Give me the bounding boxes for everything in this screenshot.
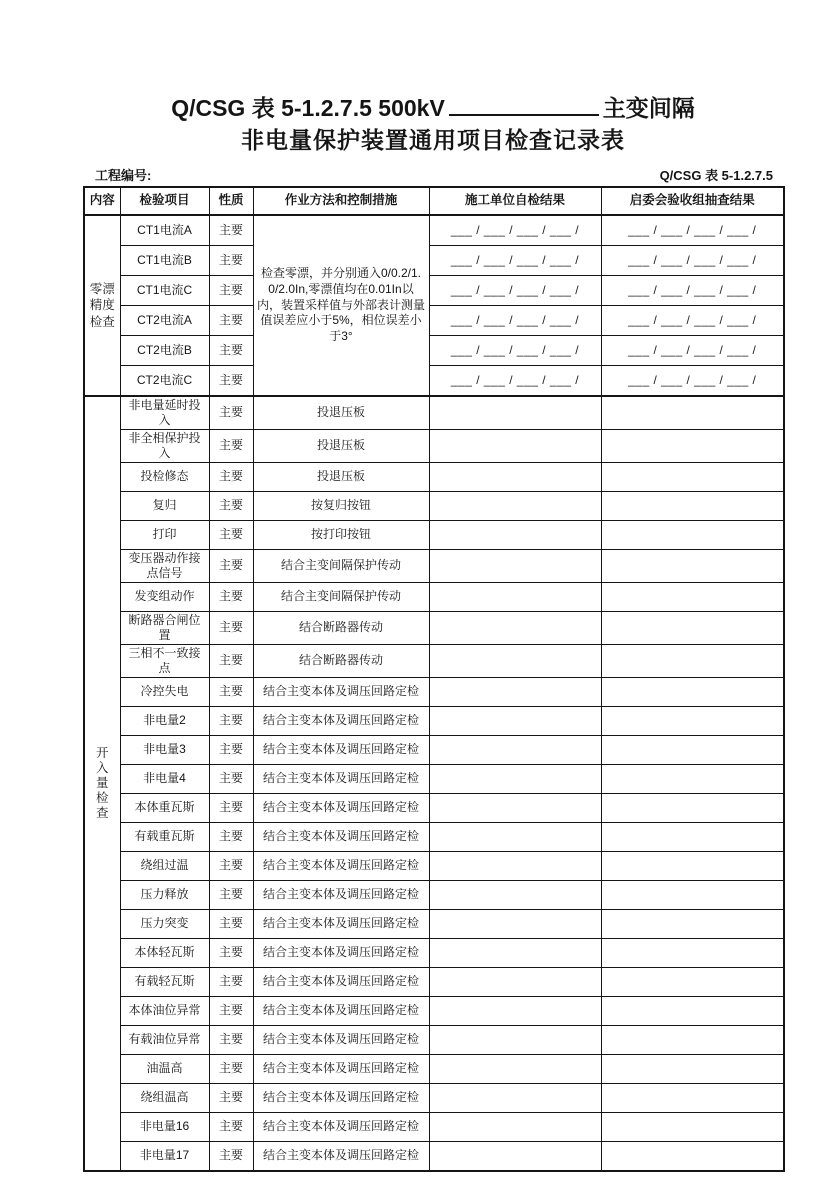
item-cell: CT1电流A [120, 215, 209, 246]
method-cell: 结合主变本体及调压回路定检 [253, 1025, 429, 1054]
section-label [84, 215, 120, 396]
method-cell: 结合主变本体及调压回路定检 [253, 880, 429, 909]
acceptance-result-cell: ___ / ___ / ___ / ___ / [601, 305, 784, 335]
nature-cell: 主要 [209, 851, 253, 880]
self-check-result-cell [429, 793, 601, 822]
self-check-result-cell [429, 967, 601, 996]
nature-cell: 主要 [209, 938, 253, 967]
method-cell: 结合主变本体及调压回路定检 [253, 1054, 429, 1083]
method-cell: 结合主变本体及调压回路定检 [253, 1083, 429, 1112]
col-header-self-check: 施工单位自检结果 [429, 187, 601, 215]
table-row [84, 215, 784, 246]
acceptance-result-cell [601, 611, 784, 644]
table-row [84, 1054, 784, 1083]
acceptance-result-cell [601, 429, 784, 462]
nature-cell: 主要 [209, 880, 253, 909]
acceptance-result-cell: ___ / ___ / ___ / ___ / [601, 335, 784, 365]
self-check-result-cell: ___ / ___ / ___ / ___ / [429, 335, 601, 365]
item-cell: 绕组温高 [120, 1083, 209, 1112]
method-cell: 结合主变本体及调压回路定检 [253, 764, 429, 793]
table-row [84, 429, 784, 462]
acceptance-result-cell [601, 1083, 784, 1112]
acceptance-result-cell [601, 396, 784, 430]
item-cell: 变压器动作接点信号 [120, 549, 209, 582]
item-cell: 有载油位异常 [120, 1025, 209, 1054]
nature-cell: 主要 [209, 365, 253, 396]
acceptance-result-cell [601, 582, 784, 611]
table-row [84, 305, 784, 335]
table-row [84, 1141, 784, 1171]
nature-cell: 主要 [209, 462, 253, 491]
self-check-result-cell [429, 491, 601, 520]
item-cell: 发变组动作 [120, 582, 209, 611]
self-check-result-cell [429, 1054, 601, 1083]
self-check-result-cell [429, 909, 601, 938]
self-check-result-cell [429, 1112, 601, 1141]
method-cell: 结合主变本体及调压回路定检 [253, 735, 429, 764]
nature-cell: 主要 [209, 822, 253, 851]
nature-cell: 主要 [209, 706, 253, 735]
method-cell: 结合主变本体及调压回路定检 [253, 1141, 429, 1171]
method-cell: 结合主变本体及调压回路定检 [253, 677, 429, 706]
table-row [84, 520, 784, 549]
method-cell: 结合主变本体及调压回路定检 [253, 938, 429, 967]
nature-cell: 主要 [209, 1112, 253, 1141]
nature-cell: 主要 [209, 335, 253, 365]
nature-cell: 主要 [209, 1141, 253, 1171]
item-cell: 非电量17 [120, 1141, 209, 1171]
self-check-result-cell [429, 764, 601, 793]
table-row [84, 462, 784, 491]
method-cell: 结合主变本体及调压回路定检 [253, 996, 429, 1025]
item-cell: 压力释放 [120, 880, 209, 909]
nature-cell: 主要 [209, 611, 253, 644]
item-cell: 压力突变 [120, 909, 209, 938]
item-cell: CT2电流A [120, 305, 209, 335]
acceptance-result-cell [601, 735, 784, 764]
acceptance-result-cell [601, 462, 784, 491]
method-cell: 结合主变本体及调压回路定检 [253, 909, 429, 938]
item-cell: 冷控失电 [120, 677, 209, 706]
self-check-result-cell [429, 822, 601, 851]
self-check-result-cell [429, 735, 601, 764]
item-cell: 本体油位异常 [120, 996, 209, 1025]
item-cell: 复归 [120, 491, 209, 520]
nature-cell: 主要 [209, 1025, 253, 1054]
item-cell: 本体重瓦斯 [120, 793, 209, 822]
nature-cell: 主要 [209, 793, 253, 822]
subheader-row [83, 165, 783, 184]
method-cell: 结合主变间隔保护传动 [253, 582, 429, 611]
table-row [84, 764, 784, 793]
self-check-result-cell: ___ / ___ / ___ / ___ / [429, 365, 601, 396]
acceptance-result-cell [601, 1025, 784, 1054]
acceptance-result-cell [601, 764, 784, 793]
table-row [84, 909, 784, 938]
acceptance-result-cell: ___ / ___ / ___ / ___ / [601, 215, 784, 246]
nature-cell: 主要 [209, 305, 253, 335]
item-cell: 有载轻瓦斯 [120, 967, 209, 996]
item-cell: 打印 [120, 520, 209, 549]
table-row [84, 706, 784, 735]
method-cell: 结合主变本体及调压回路定检 [253, 793, 429, 822]
table-row [84, 938, 784, 967]
acceptance-result-cell [601, 644, 784, 677]
self-check-result-cell [429, 644, 601, 677]
table-row [84, 644, 784, 677]
table-row [84, 1025, 784, 1054]
item-cell: CT2电流C [120, 365, 209, 396]
acceptance-result-cell [601, 491, 784, 520]
table-row [84, 735, 784, 764]
nature-cell: 主要 [209, 909, 253, 938]
doc-reference: Q/CSG 表 5-1.2.7.5 [659, 167, 773, 183]
page-title-suffix: 主变间隔 [602, 95, 695, 122]
acceptance-result-cell [601, 1054, 784, 1083]
table-row [84, 582, 784, 611]
nature-cell: 主要 [209, 644, 253, 677]
nature-cell: 主要 [209, 677, 253, 706]
acceptance-result-cell: ___ / ___ / ___ / ___ / [601, 275, 784, 305]
method-cell: 投退压板 [253, 429, 429, 462]
table-row [84, 549, 784, 582]
nature-cell: 主要 [209, 967, 253, 996]
col-header-content: 内容 [84, 187, 120, 215]
acceptance-result-cell [601, 520, 784, 549]
table-row [84, 793, 784, 822]
nature-cell: 主要 [209, 245, 253, 275]
project-number-label: 工程编号: [95, 167, 152, 183]
table-row [84, 365, 784, 396]
item-cell: 绕组过温 [120, 851, 209, 880]
table-row [84, 1112, 784, 1141]
item-cell: 本体轻瓦斯 [120, 938, 209, 967]
table-header [84, 187, 784, 215]
nature-cell: 主要 [209, 1083, 253, 1112]
nature-cell: 主要 [209, 275, 253, 305]
item-cell: 非电量16 [120, 1112, 209, 1141]
method-cell: 投退压板 [253, 396, 429, 430]
table-header-row [84, 187, 784, 215]
document-content [83, 0, 783, 1172]
self-check-result-cell: ___ / ___ / ___ / ___ / [429, 245, 601, 275]
section-label-text: 开入量检查 [95, 745, 109, 820]
item-cell: 三相不一致接点 [120, 644, 209, 677]
self-check-result-cell [429, 396, 601, 430]
self-check-result-cell [429, 462, 601, 491]
item-cell: CT2电流B [120, 335, 209, 365]
method-cell-merged: 检查零漂，并分别通入0/0.2/1.0/2.0In,零漂值均在0.01In以内，装置采样值与外部表计测量值误差应小于5%，相位误差小于3° [253, 215, 429, 396]
table-row [84, 1083, 784, 1112]
acceptance-result-cell [601, 996, 784, 1025]
acceptance-result-cell [601, 880, 784, 909]
item-cell: 非全相保护投入 [120, 429, 209, 462]
page-title-prefix: Q/CSG 表 5-1.2.7.5 500kV [171, 95, 445, 122]
acceptance-result-cell [601, 967, 784, 996]
nature-cell: 主要 [209, 735, 253, 764]
method-cell: 结合主变间隔保护传动 [253, 549, 429, 582]
nature-cell: 主要 [209, 520, 253, 549]
table-row [84, 245, 784, 275]
self-check-result-cell [429, 549, 601, 582]
self-check-result-cell [429, 996, 601, 1025]
item-cell: CT1电流B [120, 245, 209, 275]
inspection-table [83, 186, 785, 1172]
self-check-result-cell: ___ / ___ / ___ / ___ / [429, 215, 601, 246]
section-label [84, 396, 120, 1171]
acceptance-result-cell: ___ / ___ / ___ / ___ / [601, 245, 784, 275]
self-check-result-cell [429, 938, 601, 967]
table-body [84, 215, 784, 1171]
self-check-result-cell: ___ / ___ / ___ / ___ / [429, 305, 601, 335]
self-check-result-cell [429, 1025, 601, 1054]
acceptance-result-cell [601, 851, 784, 880]
table-row [84, 335, 784, 365]
section-label-text: 零漂精度检查 [89, 282, 115, 329]
table-row [84, 996, 784, 1025]
item-cell: 非电量延时投入 [120, 396, 209, 430]
acceptance-result-cell [601, 549, 784, 582]
col-header-item: 检验项目 [120, 187, 209, 215]
method-cell: 结合主变本体及调压回路定检 [253, 967, 429, 996]
item-cell: 非电量3 [120, 735, 209, 764]
page-title-line1 [83, 90, 783, 124]
table-row [84, 491, 784, 520]
self-check-result-cell [429, 677, 601, 706]
method-cell: 结合主变本体及调压回路定检 [253, 706, 429, 735]
self-check-result-cell [429, 582, 601, 611]
acceptance-result-cell [601, 1112, 784, 1141]
self-check-result-cell [429, 611, 601, 644]
acceptance-result-cell [601, 822, 784, 851]
item-cell: 断路器合闸位置 [120, 611, 209, 644]
acceptance-result-cell [601, 677, 784, 706]
nature-cell: 主要 [209, 396, 253, 430]
table-row [84, 851, 784, 880]
nature-cell: 主要 [209, 1054, 253, 1083]
self-check-result-cell: ___ / ___ / ___ / ___ / [429, 275, 601, 305]
nature-cell: 主要 [209, 996, 253, 1025]
table-row [84, 822, 784, 851]
item-cell: 投检修态 [120, 462, 209, 491]
method-cell: 结合主变本体及调压回路定检 [253, 1112, 429, 1141]
title-blank-underline [449, 90, 599, 116]
method-cell: 结合断路器传动 [253, 611, 429, 644]
method-cell: 结合断路器传动 [253, 644, 429, 677]
table-row [84, 275, 784, 305]
self-check-result-cell [429, 880, 601, 909]
col-header-acceptance: 启委会验收组抽查结果 [601, 187, 784, 215]
method-cell: 按复归按钮 [253, 491, 429, 520]
nature-cell: 主要 [209, 429, 253, 462]
title-block [83, 90, 783, 156]
method-cell: 投退压板 [253, 462, 429, 491]
item-cell: 有载重瓦斯 [120, 822, 209, 851]
nature-cell: 主要 [209, 582, 253, 611]
self-check-result-cell [429, 706, 601, 735]
nature-cell: 主要 [209, 491, 253, 520]
table-row [84, 677, 784, 706]
table-row [84, 880, 784, 909]
acceptance-result-cell: ___ / ___ / ___ / ___ / [601, 365, 784, 396]
method-cell: 按打印按钮 [253, 520, 429, 549]
item-cell: 非电量2 [120, 706, 209, 735]
table-row [84, 611, 784, 644]
page-title-line2: 非电量保护装置通用项目检查记录表 [241, 127, 625, 154]
col-header-nature: 性质 [209, 187, 253, 215]
item-cell: CT1电流C [120, 275, 209, 305]
self-check-result-cell [429, 1083, 601, 1112]
acceptance-result-cell [601, 1141, 784, 1171]
self-check-result-cell [429, 1141, 601, 1171]
method-cell: 结合主变本体及调压回路定检 [253, 851, 429, 880]
nature-cell: 主要 [209, 764, 253, 793]
self-check-result-cell [429, 429, 601, 462]
item-cell: 非电量4 [120, 764, 209, 793]
table-row [84, 967, 784, 996]
item-cell: 油温高 [120, 1054, 209, 1083]
self-check-result-cell [429, 520, 601, 549]
method-cell: 结合主变本体及调压回路定检 [253, 822, 429, 851]
acceptance-result-cell [601, 706, 784, 735]
acceptance-result-cell [601, 938, 784, 967]
nature-cell: 主要 [209, 549, 253, 582]
acceptance-result-cell [601, 793, 784, 822]
self-check-result-cell [429, 851, 601, 880]
acceptance-result-cell [601, 909, 784, 938]
col-header-method: 作业方法和控制措施 [253, 187, 429, 215]
table-row [84, 396, 784, 430]
nature-cell: 主要 [209, 215, 253, 246]
